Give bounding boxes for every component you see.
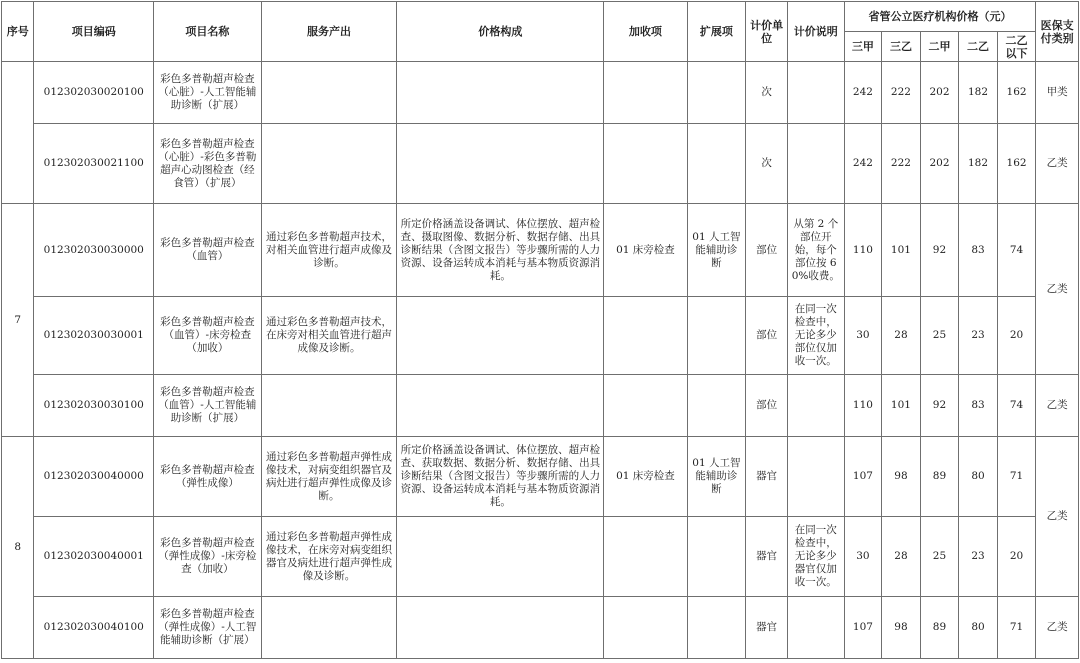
price-tier-5: 162 xyxy=(997,124,1036,204)
price-tier-1: 110 xyxy=(844,375,882,437)
price-composition xyxy=(397,597,604,659)
price-tier-5: 71 xyxy=(997,597,1036,659)
item-code: 012302030020100 xyxy=(34,62,154,124)
price-schedule-table xyxy=(1,1,1079,659)
extension: 01 人工智能辅助诊断 xyxy=(687,204,746,297)
pricing-note xyxy=(787,375,844,437)
price-tier-2: 98 xyxy=(882,597,921,659)
pricing-note: 从第 2 个部位开始，每个部位按 60%收费。 xyxy=(787,204,844,297)
item-name: 彩色多普勒超声检查（血管） xyxy=(154,204,261,297)
price-tier-3: 202 xyxy=(920,62,959,124)
price-tier-3: 92 xyxy=(920,204,959,297)
extension xyxy=(687,124,746,204)
table-row xyxy=(2,375,1079,437)
service-output xyxy=(261,597,397,659)
header-pricing-note: 计价说明 xyxy=(787,2,844,62)
header-price-composition: 价格构成 xyxy=(397,2,604,62)
price-tier-3: 89 xyxy=(920,597,959,659)
price-tier-1: 30 xyxy=(844,297,882,375)
table-row xyxy=(2,297,1079,375)
extra-fee: 01 床旁检查 xyxy=(604,437,687,517)
table-row xyxy=(2,517,1079,597)
header-tier: 三乙 xyxy=(882,32,921,62)
header-tier: 二乙 xyxy=(959,32,998,62)
extension xyxy=(687,375,746,437)
extra-fee xyxy=(604,517,687,597)
header-price-group: 省管公立医疗机构价格（元） xyxy=(844,2,1036,32)
insurance-category: 乙类 xyxy=(1036,124,1079,204)
table-row xyxy=(2,437,1079,517)
pricing-note xyxy=(787,124,844,204)
item-code: 012302030040001 xyxy=(34,517,154,597)
table-row xyxy=(2,204,1079,297)
price-tier-5: 20 xyxy=(997,517,1036,597)
price-composition xyxy=(397,62,604,124)
insurance-category: 乙类 xyxy=(1036,375,1079,437)
price-tier-4: 83 xyxy=(959,204,998,297)
price-tier-5: 71 xyxy=(997,437,1036,517)
header-insurance: 医保支付类别 xyxy=(1036,2,1079,62)
pricing-note xyxy=(787,437,844,517)
service-output: 通过彩色多普勒超声技术，对相关血管进行超声成像及诊断。 xyxy=(261,204,397,297)
price-tier-2: 28 xyxy=(882,297,921,375)
pricing-unit: 器官 xyxy=(746,597,788,659)
pricing-unit: 部位 xyxy=(746,297,788,375)
header-unit: 计价单位 xyxy=(746,2,788,62)
pricing-note xyxy=(787,597,844,659)
extra-fee xyxy=(604,375,687,437)
extension xyxy=(687,517,746,597)
header-name: 项目名称 xyxy=(154,2,261,62)
item-name: 彩色多普勒超声检查（血管）-床旁检查（加收） xyxy=(154,297,261,375)
extra-fee xyxy=(604,597,687,659)
header-extension: 扩展项 xyxy=(687,2,746,62)
item-code: 012302030030100 xyxy=(34,375,154,437)
price-tier-2: 28 xyxy=(882,517,921,597)
price-tier-5: 74 xyxy=(997,375,1036,437)
price-composition xyxy=(397,375,604,437)
item-code: 012302030040000 xyxy=(34,437,154,517)
header-tier: 三甲 xyxy=(844,32,882,62)
insurance-category: 乙类 xyxy=(1036,204,1079,375)
price-composition xyxy=(397,517,604,597)
extension xyxy=(687,297,746,375)
pricing-unit: 次 xyxy=(746,124,788,204)
price-tier-3: 89 xyxy=(920,437,959,517)
extra-fee xyxy=(604,62,687,124)
price-tier-4: 80 xyxy=(959,437,998,517)
price-tier-3: 92 xyxy=(920,375,959,437)
table-row xyxy=(2,124,1079,204)
extension xyxy=(687,62,746,124)
price-tier-1: 242 xyxy=(844,62,882,124)
service-output: 通过彩色多普勒超声技术，在床旁对相关血管进行超声成像及诊断。 xyxy=(261,297,397,375)
header-extra-fee: 加收项 xyxy=(604,2,687,62)
header-row-top xyxy=(2,2,1079,32)
price-tier-4: 182 xyxy=(959,124,998,204)
extension xyxy=(687,597,746,659)
service-output xyxy=(261,375,397,437)
price-tier-1: 30 xyxy=(844,517,882,597)
header-seq: 序号 xyxy=(2,2,34,62)
extension: 01 人工智能辅助诊断 xyxy=(687,437,746,517)
price-tier-1: 107 xyxy=(844,597,882,659)
service-output xyxy=(261,62,397,124)
price-composition xyxy=(397,297,604,375)
table-row xyxy=(2,597,1079,659)
insurance-category: 乙类 xyxy=(1036,597,1079,659)
pricing-note: 在同一次检查中，无论多少器官仅加收一次。 xyxy=(787,517,844,597)
insurance-category: 甲类 xyxy=(1036,62,1079,124)
seq-cell: 7 xyxy=(2,204,34,437)
pricing-unit: 部位 xyxy=(746,375,788,437)
seq-cell: 8 xyxy=(2,437,34,659)
item-name: 彩色多普勒超声检查（血管）-人工智能辅助诊断（扩展） xyxy=(154,375,261,437)
price-tier-4: 23 xyxy=(959,297,998,375)
pricing-unit: 器官 xyxy=(746,517,788,597)
price-tier-2: 101 xyxy=(882,204,921,297)
price-tier-1: 107 xyxy=(844,437,882,517)
pricing-note xyxy=(787,62,844,124)
item-code: 012302030030001 xyxy=(34,297,154,375)
service-output xyxy=(261,124,397,204)
price-tier-4: 23 xyxy=(959,517,998,597)
seq-cell xyxy=(2,62,34,204)
table-row xyxy=(2,62,1079,124)
header-tier: 二甲 xyxy=(920,32,959,62)
pricing-unit: 部位 xyxy=(746,204,788,297)
pricing-unit: 次 xyxy=(746,62,788,124)
price-tier-4: 83 xyxy=(959,375,998,437)
price-tier-5: 20 xyxy=(997,297,1036,375)
pricing-unit: 器官 xyxy=(746,437,788,517)
item-code: 012302030021100 xyxy=(34,124,154,204)
price-tier-3: 25 xyxy=(920,517,959,597)
item-name: 彩色多普勒超声检查（弹性成像） xyxy=(154,437,261,517)
price-tier-2: 101 xyxy=(882,375,921,437)
item-name: 彩色多普勒超声检查（弹性成像）-人工智能辅助诊断（扩展） xyxy=(154,597,261,659)
item-name: 彩色多普勒超声检查（弹性成像）-床旁检查（加收） xyxy=(154,517,261,597)
extra-fee xyxy=(604,297,687,375)
price-tier-2: 98 xyxy=(882,437,921,517)
header-service: 服务产出 xyxy=(261,2,397,62)
item-code: 012302030040100 xyxy=(34,597,154,659)
price-tier-2: 222 xyxy=(882,124,921,204)
extra-fee xyxy=(604,124,687,204)
header-tier: 二乙以下 xyxy=(997,32,1036,62)
price-composition xyxy=(397,124,604,204)
item-code: 012302030030000 xyxy=(34,204,154,297)
item-name: 彩色多普勒超声检查（心脏）-人工智能辅助诊断（扩展） xyxy=(154,62,261,124)
price-composition: 所定价格涵盖设备调试、体位摆放、超声检查、摄取图像、数据分析、数据存储、出具诊断结果（含图文报告）等步骤所需的人力资源、设备运转成本消耗与基本物质资源消耗。 xyxy=(397,204,604,297)
price-tier-5: 74 xyxy=(997,204,1036,297)
price-tier-2: 222 xyxy=(882,62,921,124)
extra-fee: 01 床旁检查 xyxy=(604,204,687,297)
price-tier-4: 182 xyxy=(959,62,998,124)
insurance-category: 乙类 xyxy=(1036,437,1079,597)
price-tier-5: 162 xyxy=(997,62,1036,124)
pricing-note: 在同一次检查中，无论多少部位仅加收一次。 xyxy=(787,297,844,375)
price-tier-3: 25 xyxy=(920,297,959,375)
price-composition: 所定价格涵盖设备调试、体位摆放、超声检查、获取数据、数据分析、数据存储、出具诊断结果（含图文报告）等步骤所需的人力资源、设备运转成本消耗与基本物质资源消耗。 xyxy=(397,437,604,517)
price-tier-1: 110 xyxy=(844,204,882,297)
price-tier-4: 80 xyxy=(959,597,998,659)
item-name: 彩色多普勒超声检查（心脏）-彩色多普勒超声心动图检查（经食管）（扩展） xyxy=(154,124,261,204)
price-tier-1: 242 xyxy=(844,124,882,204)
service-output: 通过彩色多普勒超声弹性成像技术，在床旁对病变组织器官及病灶进行超声弹性成像及诊断。 xyxy=(261,517,397,597)
price-tier-3: 202 xyxy=(920,124,959,204)
service-output: 通过彩色多普勒超声弹性成像技术，对病变组织器官及病灶进行超声弹性成像及诊断。 xyxy=(261,437,397,517)
header-code: 项目编码 xyxy=(34,2,154,62)
